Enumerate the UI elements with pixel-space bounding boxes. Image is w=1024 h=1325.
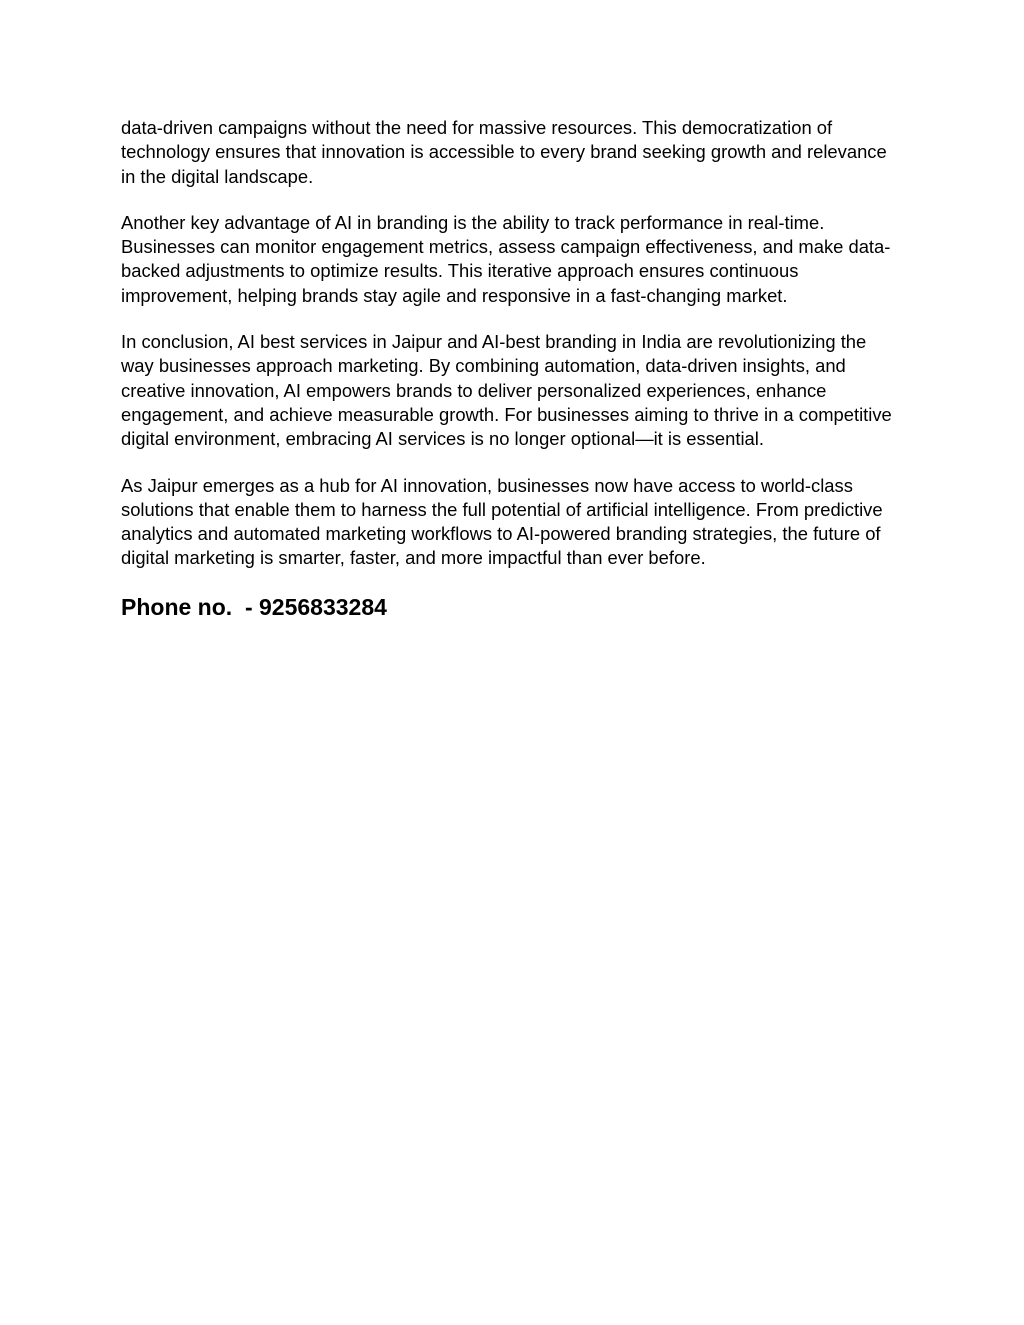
paragraph-real-time-tracking: Another key advantage of AI in branding is the ability to track performance in real-time. Businesses can monitor engagement metrics, assess campaign effectiveness, and make data-backed adjustments to optimize results. This iterative approach ensures continuous improvement, helping brands stay agile and responsive in a fast-changing market.	[121, 211, 891, 306]
paragraph-democratization: data-driven campaigns without the need for massive resources. This democratization of technology ensures that innovation is accessible to every brand seeking growth and relevance in the digital landscape.	[121, 117, 887, 187]
paragraph-jaipur-hub: As Jaipur emerges as a hub for AI innovation, businesses now have access to world-class solutions that enable them to harness the full potential of artificial intelligence. From predictive analytics and automated marketing workflows to AI-powered branding strategies, the future of digital marketing is smarter, faster, and more impactful than ever before.	[121, 474, 883, 569]
paragraph-conclusion: In conclusion, AI best services in Jaipur and AI-best branding in India are revolutionizing the way businesses approach marketing. By combining automation, data-driven insights, and creative innovation, AI empowers brands to deliver personalized experiences, enhance engagement, and achieve measurable growth. For businesses aiming to thrive in a competitive digital environment, embracing AI services is no longer optional—it is essential.	[121, 331, 892, 450]
document-content	[121, 116, 904, 621]
phone-number-heading: Phone no. - 9256833284	[121, 593, 387, 620]
